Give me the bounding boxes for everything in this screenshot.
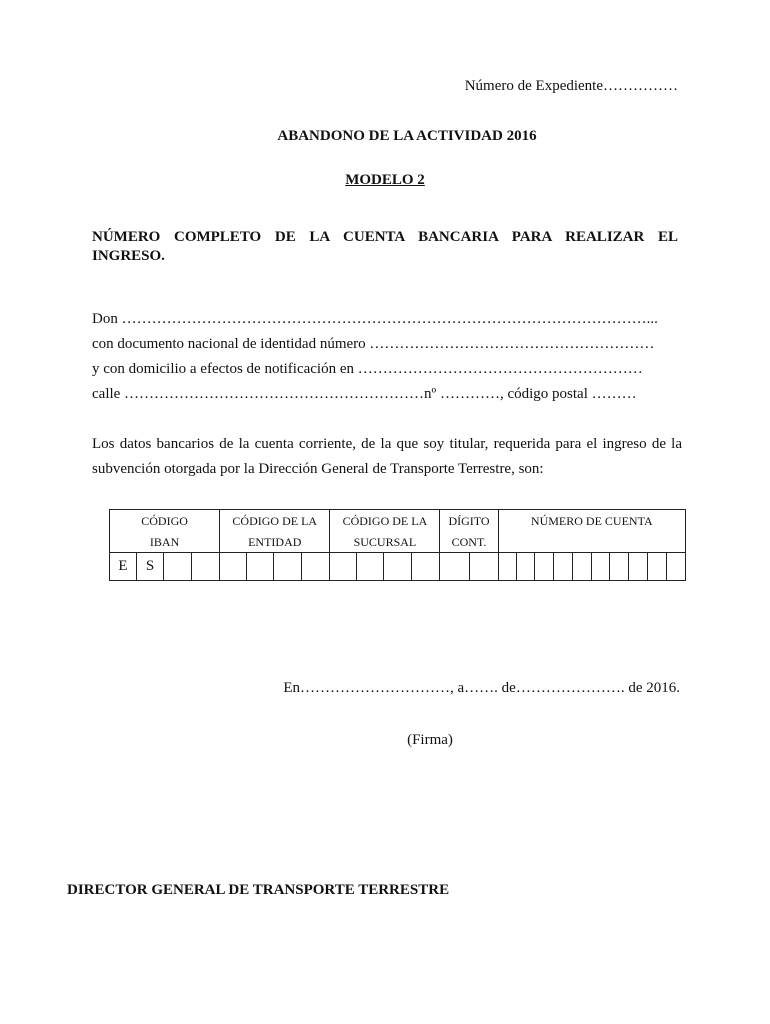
entidad-cell[interactable] [302, 553, 330, 581]
header-sucursal: CÓDIGO DE LA SUCURSAL [330, 510, 440, 553]
expediente-number: Número de Expediente…………… [464, 78, 678, 94]
cuenta-cell[interactable] [591, 553, 609, 581]
bank-data-paragraph [92, 432, 682, 482]
field-dni: con documento nacional de identidad número ………………………………………………… [92, 336, 655, 352]
field-don: Don ……………………………………………………………………………………………... [92, 311, 658, 327]
sucursal-cell[interactable] [357, 553, 384, 581]
cuenta-cell[interactable] [647, 553, 666, 581]
cuenta-cell[interactable] [666, 553, 685, 581]
header-iban: CÓDIGO IBAN [110, 510, 220, 553]
cuenta-cell[interactable] [609, 553, 628, 581]
sucursal-cell[interactable] [384, 553, 412, 581]
iban-cell[interactable]: S [137, 553, 164, 581]
header-entidad: CÓDIGO DE LA ENTIDAD [220, 510, 330, 553]
paragraph-line1: Los datos bancarios de la cuenta corriente, de la que soy titular, requerida para el ingreso de la [92, 436, 682, 452]
addressee: DIRECTOR GENERAL DE TRANSPORTE TERRESTRE [67, 882, 450, 898]
header-numero-cuenta: NÚMERO DE CUENTA [498, 510, 685, 553]
field-calle: calle ……………………………………………………nº …………, código postal ……… [92, 386, 637, 402]
section-heading-line1: NÚMERO COMPLETO DE LA CUENTA BANCARIA PARA REALIZAR EL [92, 229, 678, 245]
document-title: ABANDONO DE LA ACTIVIDAD 2016 [277, 128, 537, 144]
header-digito-control: DÍGITO CONT. [440, 510, 498, 553]
iban-cell[interactable] [164, 553, 192, 581]
cuenta-cell[interactable] [498, 553, 516, 581]
cuenta-cell[interactable] [628, 553, 647, 581]
cuenta-cell[interactable] [572, 553, 591, 581]
entidad-cell[interactable] [220, 553, 247, 581]
bank-account-table [109, 509, 686, 581]
cuenta-cell[interactable] [534, 553, 553, 581]
bank-table-header-row [110, 510, 686, 553]
sucursal-cell[interactable] [330, 553, 357, 581]
iban-cell[interactable]: E [110, 553, 137, 581]
signature-label: (Firma) [407, 732, 453, 748]
entidad-cell[interactable] [247, 553, 274, 581]
field-domicilio: y con domicilio a efectos de notificación en ………………………………………………… [92, 361, 643, 377]
cuenta-cell[interactable] [516, 553, 534, 581]
sucursal-cell[interactable] [412, 553, 440, 581]
iban-cell[interactable] [192, 553, 220, 581]
digito-cell[interactable] [469, 553, 498, 581]
section-heading-line2: INGRESO. [92, 248, 165, 264]
document-model: MODELO 2 [345, 172, 425, 188]
cuenta-cell[interactable] [553, 553, 572, 581]
date-place-line: En…………………………, a……. de…………………. de 2016. [283, 680, 680, 696]
bank-table-data-row [110, 553, 686, 581]
paragraph-line2: subvención otorgada por la Dirección General de Transporte Terrestre, son: [92, 461, 544, 477]
entidad-cell[interactable] [274, 553, 302, 581]
digito-cell[interactable] [440, 553, 469, 581]
